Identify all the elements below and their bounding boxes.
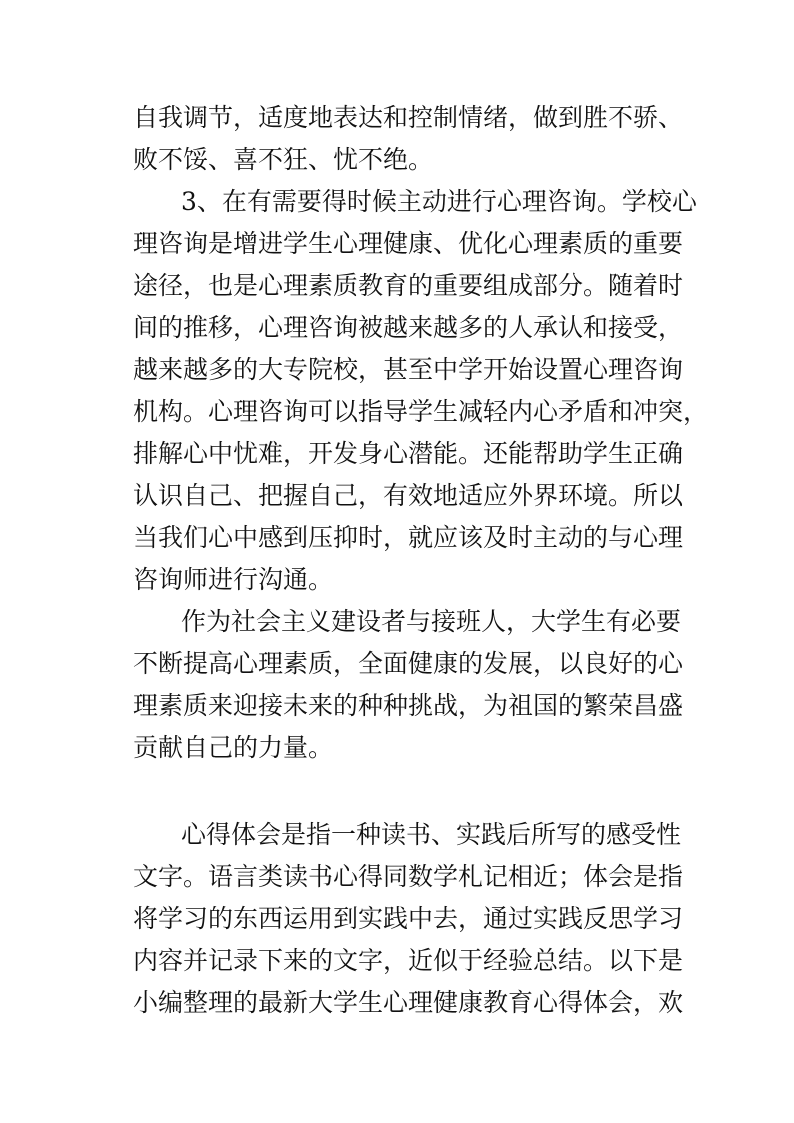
text-line: 自我调节，适度地表达和控制情绪，做到胜不骄、 — [133, 103, 684, 132]
text-line: 理素质来迎接未来的种种挑战，为祖国的繁荣昌盛 — [133, 691, 684, 720]
text-line: 贡献自己的力量。 — [133, 733, 334, 762]
text-line: 文字。语言类读书心得同数学札记相近；体会是指 — [133, 862, 684, 891]
text-line: 败不馁、喜不狂、忧不绝。 — [133, 145, 434, 174]
text-line: 咨询师进行沟通。 — [133, 565, 334, 594]
text-line: 认识自己、把握自己，有效地适应外界环境。所以 — [133, 481, 684, 510]
text-line: 间的推移，心理咨询被越来越多的人承认和接受， — [133, 313, 684, 342]
text-line: 不断提高心理素质，全面健康的发展，以良好的心 — [133, 649, 684, 678]
text-line: 内容并记录下来的文字，近似于经验总结。以下是 — [133, 946, 684, 975]
text-line: 途径，也是心理素质教育的重要组成部分。随着时 — [133, 271, 684, 300]
text-line: 理咨询是增进学生心理健康、优化心理素质的重要 — [133, 229, 684, 258]
text-line: 机构。心理咨询可以指导学生减轻内心矛盾和冲突， — [133, 397, 709, 426]
text-line: 当我们心中感到压抑时，就应该及时主动的与心理 — [133, 523, 684, 552]
text-line: 3、在有需要得时候主动进行心理咨询。学校心 — [181, 187, 697, 216]
text-line: 小编整理的最新大学生心理健康教育心得体会，欢 — [133, 988, 684, 1017]
text-line: 排解心中忧难，开发身心潜能。还能帮助学生正确 — [133, 439, 684, 468]
text-line: 作为社会主义建设者与接班人，大学生有必要 — [181, 607, 682, 636]
text-line: 越来越多的大专院校，甚至中学开始设置心理咨询 — [133, 355, 684, 384]
text-line: 心得体会是指一种读书、实践后所写的感受性 — [181, 820, 682, 849]
text-line: 将学习的东西运用到实践中去，通过实践反思学习 — [133, 904, 684, 933]
